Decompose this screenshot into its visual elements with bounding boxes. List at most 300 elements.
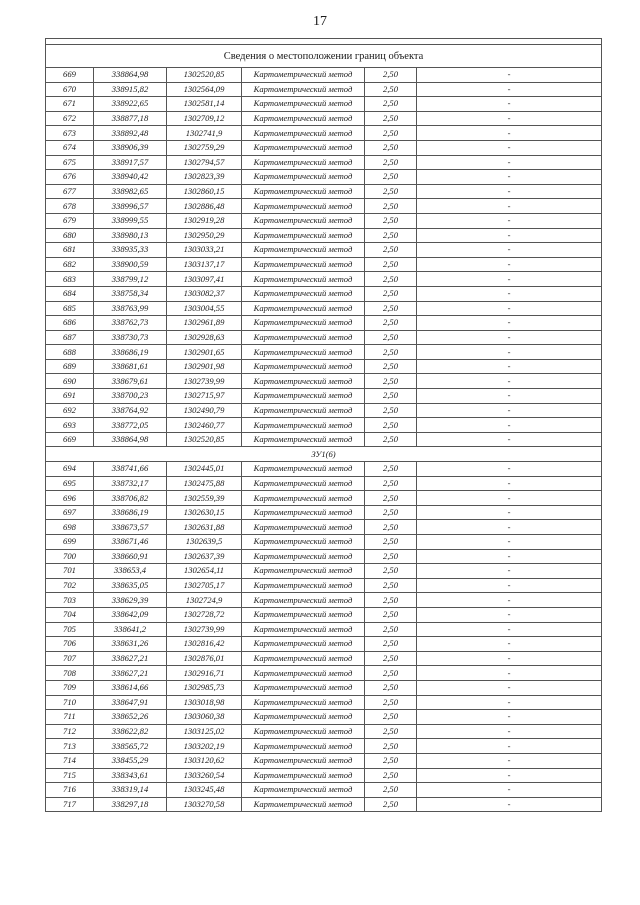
precision-cell: 2,50 — [365, 68, 417, 83]
description-cell: - — [417, 651, 602, 666]
precision-cell: 2,50 — [365, 695, 417, 710]
description-cell: - — [417, 243, 602, 258]
precision-cell: 2,50 — [365, 783, 417, 798]
method-cell: Картометрический метод — [242, 418, 365, 433]
precision-cell: 2,50 — [365, 505, 417, 520]
description-cell: - — [417, 710, 602, 725]
precision-cell: 2,50 — [365, 155, 417, 170]
description-cell: - — [417, 666, 602, 681]
point-number-cell: 678 — [46, 199, 94, 214]
method-cell: Картометрический метод — [242, 330, 365, 345]
x-coordinate-cell: 338565,72 — [94, 739, 167, 754]
table-row — [46, 330, 602, 345]
point-number-cell: 698 — [46, 520, 94, 535]
description-cell: - — [417, 593, 602, 608]
x-coordinate-cell: 338627,21 — [94, 651, 167, 666]
precision-cell: 2,50 — [365, 140, 417, 155]
precision-cell: 2,50 — [365, 257, 417, 272]
description-cell: - — [417, 418, 602, 433]
y-coordinate-cell: 1302581,14 — [167, 97, 242, 112]
precision-cell: 2,50 — [365, 739, 417, 754]
description-cell: - — [417, 564, 602, 579]
precision-cell: 2,50 — [365, 593, 417, 608]
y-coordinate-cell: 1302715,97 — [167, 389, 242, 404]
x-coordinate-cell: 338679,61 — [94, 374, 167, 389]
point-number-cell: 688 — [46, 345, 94, 360]
method-cell: Картометрический метод — [242, 301, 365, 316]
y-coordinate-cell: 1302916,71 — [167, 666, 242, 681]
x-coordinate-cell: 338653,4 — [94, 564, 167, 579]
method-cell: Картометрический метод — [242, 578, 365, 593]
point-number-cell: 690 — [46, 374, 94, 389]
table-row — [46, 753, 602, 768]
y-coordinate-cell: 1302709,12 — [167, 111, 242, 126]
table-row — [46, 637, 602, 652]
y-coordinate-cell: 1302445,01 — [167, 462, 242, 477]
y-coordinate-cell: 1302816,42 — [167, 637, 242, 652]
y-coordinate-cell: 1302460,77 — [167, 418, 242, 433]
table-row — [46, 184, 602, 199]
table-row — [46, 82, 602, 97]
point-number-cell: 706 — [46, 637, 94, 652]
description-cell: - — [417, 432, 602, 447]
x-coordinate-cell: 338686,19 — [94, 505, 167, 520]
table-row — [46, 783, 602, 798]
point-number-cell: 693 — [46, 418, 94, 433]
method-cell: Картометрический метод — [242, 783, 365, 798]
method-cell: Картометрический метод — [242, 666, 365, 681]
y-coordinate-cell: 1302741,9 — [167, 126, 242, 141]
table-header: Сведения о местоположении границ объекта — [46, 45, 602, 68]
point-number-cell: 713 — [46, 739, 94, 754]
y-coordinate-cell: 1302876,01 — [167, 651, 242, 666]
x-coordinate-cell: 338762,73 — [94, 316, 167, 331]
precision-cell: 2,50 — [365, 97, 417, 112]
table-row — [46, 739, 602, 754]
point-number-cell: 710 — [46, 695, 94, 710]
y-coordinate-cell: 1302728,72 — [167, 607, 242, 622]
precision-cell: 2,50 — [365, 651, 417, 666]
table-body — [46, 39, 602, 812]
method-cell: Картометрический метод — [242, 68, 365, 83]
table-row — [46, 286, 602, 301]
description-cell: - — [417, 359, 602, 374]
y-coordinate-cell: 1302630,15 — [167, 505, 242, 520]
precision-cell: 2,50 — [365, 389, 417, 404]
point-number-cell: 695 — [46, 476, 94, 491]
x-coordinate-cell: 338647,91 — [94, 695, 167, 710]
y-coordinate-cell: 1302490,79 — [167, 403, 242, 418]
x-coordinate-cell: 338772,05 — [94, 418, 167, 433]
y-coordinate-cell: 1302637,39 — [167, 549, 242, 564]
y-coordinate-cell: 1302928,63 — [167, 330, 242, 345]
x-coordinate-cell: 338627,21 — [94, 666, 167, 681]
x-coordinate-cell: 338681,61 — [94, 359, 167, 374]
method-cell: Картометрический метод — [242, 316, 365, 331]
table-row — [46, 680, 602, 695]
description-cell: - — [417, 622, 602, 637]
method-cell: Картометрический метод — [242, 82, 365, 97]
y-coordinate-cell: 1303137,17 — [167, 257, 242, 272]
y-coordinate-cell: 1302639,5 — [167, 535, 242, 550]
precision-cell: 2,50 — [365, 520, 417, 535]
x-coordinate-cell: 338764,92 — [94, 403, 167, 418]
precision-cell: 2,50 — [365, 578, 417, 593]
x-coordinate-cell: 338915,82 — [94, 82, 167, 97]
x-coordinate-cell: 338730,73 — [94, 330, 167, 345]
method-cell: Картометрический метод — [242, 607, 365, 622]
description-cell: - — [417, 695, 602, 710]
x-coordinate-cell: 338935,33 — [94, 243, 167, 258]
precision-cell: 2,50 — [365, 432, 417, 447]
description-cell: - — [417, 724, 602, 739]
method-cell: Картометрический метод — [242, 724, 365, 739]
table-row — [46, 462, 602, 477]
section-title: ЗУ1(6) — [46, 447, 602, 462]
description-cell: - — [417, 213, 602, 228]
table-row — [46, 607, 602, 622]
table-row — [46, 418, 602, 433]
point-number-cell: 696 — [46, 491, 94, 506]
y-coordinate-cell: 1302961,89 — [167, 316, 242, 331]
point-number-cell: 716 — [46, 783, 94, 798]
y-coordinate-cell: 1302475,88 — [167, 476, 242, 491]
point-number-cell: 703 — [46, 593, 94, 608]
x-coordinate-cell: 338741,66 — [94, 462, 167, 477]
precision-cell: 2,50 — [365, 549, 417, 564]
point-number-cell: 669 — [46, 432, 94, 447]
x-coordinate-cell: 338635,05 — [94, 578, 167, 593]
method-cell: Картометрический метод — [242, 213, 365, 228]
y-coordinate-cell: 1302886,48 — [167, 199, 242, 214]
y-coordinate-cell: 1302654,11 — [167, 564, 242, 579]
description-cell: - — [417, 768, 602, 783]
x-coordinate-cell: 338641,2 — [94, 622, 167, 637]
method-cell: Картометрический метод — [242, 97, 365, 112]
y-coordinate-cell: 1303018,98 — [167, 695, 242, 710]
y-coordinate-cell: 1302724,9 — [167, 593, 242, 608]
point-number-cell: 712 — [46, 724, 94, 739]
description-cell: - — [417, 739, 602, 754]
table-row — [46, 316, 602, 331]
table-row — [46, 564, 602, 579]
table-row — [46, 432, 602, 447]
y-coordinate-cell: 1302520,85 — [167, 68, 242, 83]
method-cell: Картометрический метод — [242, 622, 365, 637]
table-row — [46, 140, 602, 155]
method-cell: Картометрический метод — [242, 243, 365, 258]
table-row — [46, 155, 602, 170]
method-cell: Картометрический метод — [242, 753, 365, 768]
point-number-cell: 702 — [46, 578, 94, 593]
point-number-cell: 680 — [46, 228, 94, 243]
precision-cell: 2,50 — [365, 462, 417, 477]
x-coordinate-cell: 338906,39 — [94, 140, 167, 155]
y-coordinate-cell: 1302985,73 — [167, 680, 242, 695]
y-coordinate-cell: 1303004,55 — [167, 301, 242, 316]
point-number-cell: 682 — [46, 257, 94, 272]
table-row — [46, 724, 602, 739]
x-coordinate-cell: 338652,26 — [94, 710, 167, 725]
method-cell: Картометрический метод — [242, 403, 365, 418]
precision-cell: 2,50 — [365, 476, 417, 491]
point-number-cell: 673 — [46, 126, 94, 141]
method-cell: Картометрический метод — [242, 651, 365, 666]
table-row — [46, 170, 602, 185]
method-cell: Картометрический метод — [242, 637, 365, 652]
precision-cell: 2,50 — [365, 724, 417, 739]
method-cell: Картометрический метод — [242, 184, 365, 199]
method-cell: Картометрический метод — [242, 140, 365, 155]
description-cell: - — [417, 462, 602, 477]
x-coordinate-cell: 338999,55 — [94, 213, 167, 228]
x-coordinate-cell: 338629,39 — [94, 593, 167, 608]
description-cell: - — [417, 228, 602, 243]
table-row — [46, 797, 602, 812]
x-coordinate-cell: 338799,12 — [94, 272, 167, 287]
point-number-cell: 700 — [46, 549, 94, 564]
table-row — [46, 403, 602, 418]
point-number-cell: 671 — [46, 97, 94, 112]
y-coordinate-cell: 1303202,19 — [167, 739, 242, 754]
point-number-cell: 686 — [46, 316, 94, 331]
table-row — [46, 228, 602, 243]
precision-cell: 2,50 — [365, 228, 417, 243]
table-row — [46, 97, 602, 112]
x-coordinate-cell: 338706,82 — [94, 491, 167, 506]
point-number-cell: 674 — [46, 140, 94, 155]
y-coordinate-cell: 1303125,02 — [167, 724, 242, 739]
description-cell: - — [417, 272, 602, 287]
x-coordinate-cell: 338922,65 — [94, 97, 167, 112]
precision-cell: 2,50 — [365, 403, 417, 418]
description-cell: - — [417, 549, 602, 564]
method-cell: Картометрический метод — [242, 462, 365, 477]
description-cell: - — [417, 126, 602, 141]
method-cell: Картометрический метод — [242, 505, 365, 520]
y-coordinate-cell: 1302631,88 — [167, 520, 242, 535]
x-coordinate-cell: 338631,26 — [94, 637, 167, 652]
point-number-cell: 672 — [46, 111, 94, 126]
method-cell: Картометрический метод — [242, 695, 365, 710]
point-number-cell: 681 — [46, 243, 94, 258]
description-cell: - — [417, 753, 602, 768]
method-cell: Картометрический метод — [242, 768, 365, 783]
point-number-cell: 711 — [46, 710, 94, 725]
table-row — [46, 549, 602, 564]
y-coordinate-cell: 1302520,85 — [167, 432, 242, 447]
precision-cell: 2,50 — [365, 126, 417, 141]
description-cell: - — [417, 535, 602, 550]
y-coordinate-cell: 1303097,41 — [167, 272, 242, 287]
point-number-cell: 679 — [46, 213, 94, 228]
description-cell: - — [417, 111, 602, 126]
method-cell: Картометрический метод — [242, 564, 365, 579]
method-cell: Картометрический метод — [242, 126, 365, 141]
x-coordinate-cell: 338900,59 — [94, 257, 167, 272]
precision-cell: 2,50 — [365, 710, 417, 725]
y-coordinate-cell: 1302794,57 — [167, 155, 242, 170]
table-row — [46, 695, 602, 710]
y-coordinate-cell: 1302705,17 — [167, 578, 242, 593]
x-coordinate-cell: 338700,23 — [94, 389, 167, 404]
table-row — [46, 301, 602, 316]
point-number-cell: 691 — [46, 389, 94, 404]
y-coordinate-cell: 1302860,15 — [167, 184, 242, 199]
table-row — [46, 68, 602, 83]
precision-cell: 2,50 — [365, 607, 417, 622]
x-coordinate-cell: 338660,91 — [94, 549, 167, 564]
table-row — [46, 345, 602, 360]
method-cell: Картометрический метод — [242, 432, 365, 447]
table-row — [46, 272, 602, 287]
precision-cell: 2,50 — [365, 82, 417, 97]
method-cell: Картометрический метод — [242, 491, 365, 506]
point-number-cell: 684 — [46, 286, 94, 301]
y-coordinate-cell: 1303260,54 — [167, 768, 242, 783]
x-coordinate-cell: 338982,65 — [94, 184, 167, 199]
x-coordinate-cell: 338917,57 — [94, 155, 167, 170]
description-cell: - — [417, 637, 602, 652]
description-cell: - — [417, 403, 602, 418]
table-row — [46, 199, 602, 214]
x-coordinate-cell: 338877,18 — [94, 111, 167, 126]
method-cell: Картометрический метод — [242, 739, 365, 754]
method-cell: Картометрический метод — [242, 155, 365, 170]
x-coordinate-cell: 338297,18 — [94, 797, 167, 812]
method-cell: Картометрический метод — [242, 170, 365, 185]
description-cell: - — [417, 389, 602, 404]
point-number-cell: 677 — [46, 184, 94, 199]
x-coordinate-cell: 338864,98 — [94, 432, 167, 447]
y-coordinate-cell: 1302564,09 — [167, 82, 242, 97]
y-coordinate-cell: 1302759,29 — [167, 140, 242, 155]
precision-cell: 2,50 — [365, 797, 417, 812]
precision-cell: 2,50 — [365, 316, 417, 331]
precision-cell: 2,50 — [365, 418, 417, 433]
table-row — [46, 666, 602, 681]
method-cell: Картометрический метод — [242, 680, 365, 695]
precision-cell: 2,50 — [365, 330, 417, 345]
precision-cell: 2,50 — [365, 301, 417, 316]
y-coordinate-cell: 1303060,38 — [167, 710, 242, 725]
x-coordinate-cell: 338455,29 — [94, 753, 167, 768]
table-row — [46, 374, 602, 389]
precision-cell: 2,50 — [365, 286, 417, 301]
x-coordinate-cell: 338319,14 — [94, 783, 167, 798]
y-coordinate-cell: 1302901,98 — [167, 359, 242, 374]
x-coordinate-cell: 338980,13 — [94, 228, 167, 243]
point-number-cell: 683 — [46, 272, 94, 287]
method-cell: Картометрический метод — [242, 535, 365, 550]
table-row — [46, 578, 602, 593]
description-cell: - — [417, 140, 602, 155]
table-row — [46, 213, 602, 228]
description-cell: - — [417, 330, 602, 345]
precision-cell: 2,50 — [365, 111, 417, 126]
description-cell: - — [417, 491, 602, 506]
y-coordinate-cell: 1302919,28 — [167, 213, 242, 228]
table-row — [46, 768, 602, 783]
point-number-cell: 675 — [46, 155, 94, 170]
description-cell: - — [417, 607, 602, 622]
precision-cell: 2,50 — [365, 374, 417, 389]
precision-cell: 2,50 — [365, 753, 417, 768]
method-cell: Картометрический метод — [242, 345, 365, 360]
page-number: 17 — [313, 14, 327, 29]
description-cell: - — [417, 520, 602, 535]
x-coordinate-cell: 338864,98 — [94, 68, 167, 83]
method-cell: Картометрический метод — [242, 374, 365, 389]
precision-cell: 2,50 — [365, 199, 417, 214]
point-number-cell: 699 — [46, 535, 94, 550]
table-row — [46, 622, 602, 637]
description-cell: - — [417, 301, 602, 316]
table-row — [46, 389, 602, 404]
x-coordinate-cell: 338763,99 — [94, 301, 167, 316]
table-row — [46, 111, 602, 126]
precision-cell: 2,50 — [365, 768, 417, 783]
y-coordinate-cell: 1302559,39 — [167, 491, 242, 506]
method-cell: Картометрический метод — [242, 710, 365, 725]
method-cell: Картометрический метод — [242, 476, 365, 491]
point-number-cell: 717 — [46, 797, 94, 812]
precision-cell: 2,50 — [365, 622, 417, 637]
precision-cell: 2,50 — [365, 680, 417, 695]
description-cell: - — [417, 797, 602, 812]
y-coordinate-cell: 1302739,99 — [167, 374, 242, 389]
description-cell: - — [417, 316, 602, 331]
point-number-cell: 687 — [46, 330, 94, 345]
y-coordinate-cell: 1303082,37 — [167, 286, 242, 301]
point-number-cell: 689 — [46, 359, 94, 374]
y-coordinate-cell: 1302823,39 — [167, 170, 242, 185]
y-coordinate-cell: 1303270,58 — [167, 797, 242, 812]
description-cell: - — [417, 97, 602, 112]
y-coordinate-cell: 1302739,99 — [167, 622, 242, 637]
precision-cell: 2,50 — [365, 213, 417, 228]
precision-cell: 2,50 — [365, 184, 417, 199]
x-coordinate-cell: 338614,66 — [94, 680, 167, 695]
y-coordinate-cell: 1303033,21 — [167, 243, 242, 258]
method-cell: Картометрический метод — [242, 593, 365, 608]
precision-cell: 2,50 — [365, 637, 417, 652]
table-row — [46, 476, 602, 491]
y-coordinate-cell: 1303120,62 — [167, 753, 242, 768]
description-cell: - — [417, 505, 602, 520]
method-cell: Картометрический метод — [242, 257, 365, 272]
description-cell: - — [417, 345, 602, 360]
method-cell: Картометрический метод — [242, 272, 365, 287]
description-cell: - — [417, 82, 602, 97]
table-row — [46, 491, 602, 506]
description-cell: - — [417, 155, 602, 170]
description-cell: - — [417, 374, 602, 389]
point-number-cell: 714 — [46, 753, 94, 768]
description-cell: - — [417, 184, 602, 199]
description-cell: - — [417, 783, 602, 798]
x-coordinate-cell: 338343,61 — [94, 768, 167, 783]
section-title-row — [46, 447, 602, 462]
precision-cell: 2,50 — [365, 491, 417, 506]
precision-cell: 2,50 — [365, 535, 417, 550]
point-number-cell: 708 — [46, 666, 94, 681]
table-row — [46, 126, 602, 141]
point-number-cell: 715 — [46, 768, 94, 783]
description-cell: - — [417, 578, 602, 593]
precision-cell: 2,50 — [365, 170, 417, 185]
method-cell: Картометрический метод — [242, 199, 365, 214]
